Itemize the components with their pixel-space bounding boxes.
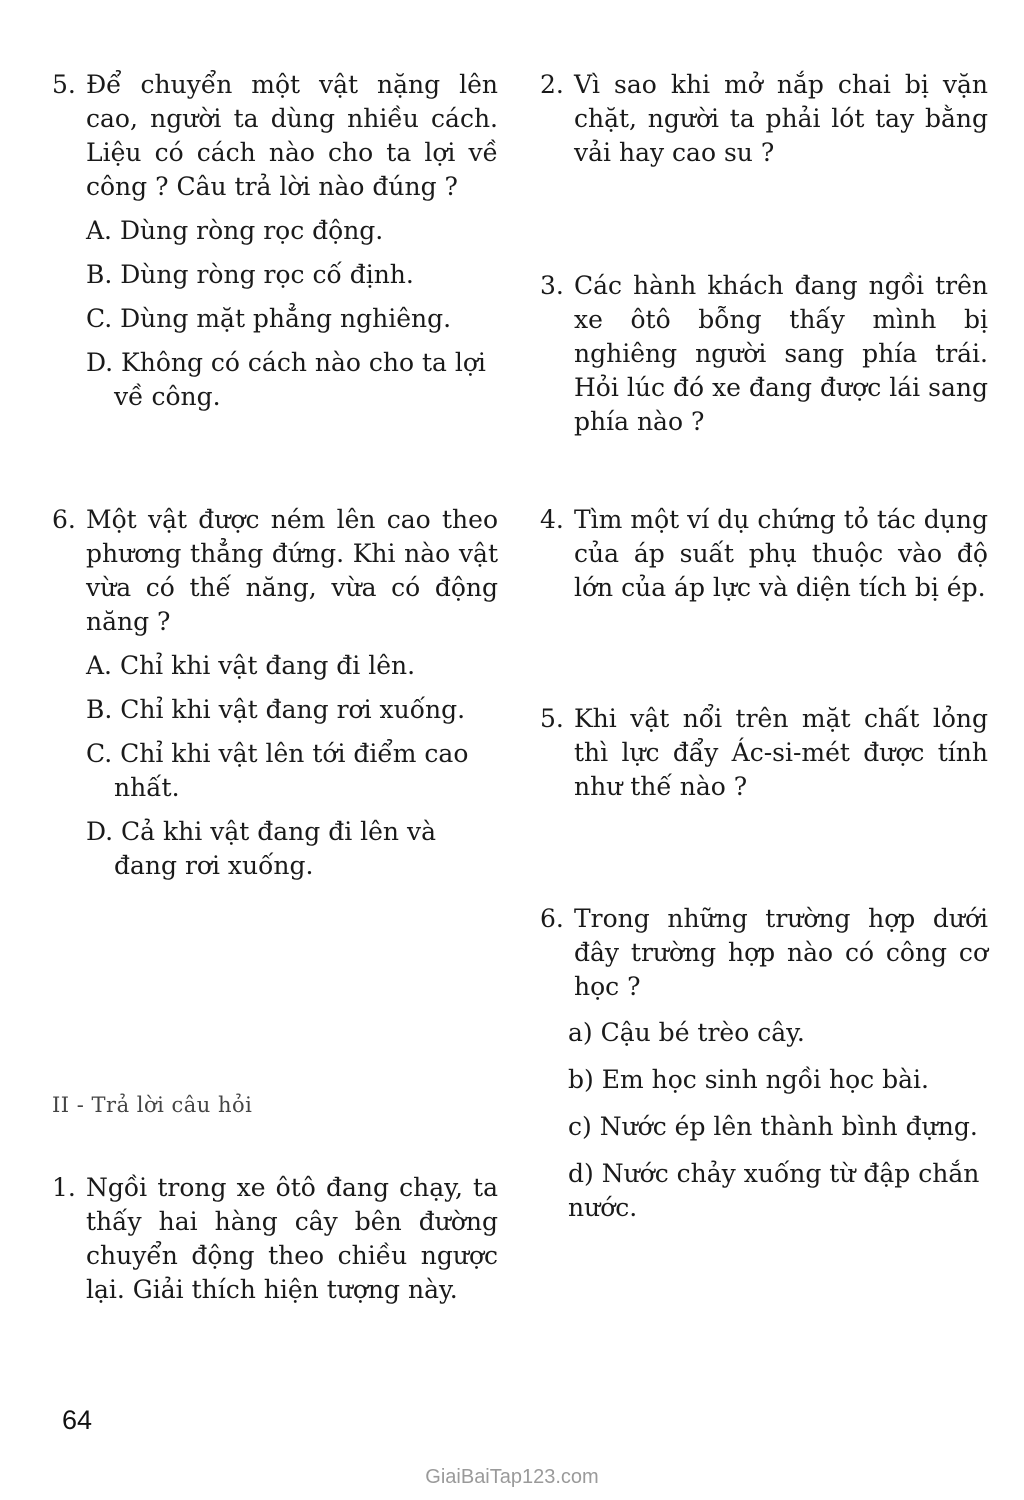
option-b: B. Dùng ròng rọc cố định. <box>86 260 414 289</box>
option-d: D. Không có cách nào cho ta lợi về công. <box>86 348 486 411</box>
short-question-6 <box>540 902 988 1238</box>
watermark: GiaiBaiTap123.com <box>425 1466 599 1488</box>
short-question-5 <box>540 702 988 804</box>
question-6-left <box>52 503 498 893</box>
question-text: Ngồi trong xe ôtô đang chạy, ta thấy hai hàng cây bên đường chuyển động theo chiều ngược lại. Giải thích hiện tượng này. <box>86 1173 498 1304</box>
question-text: Vì sao khi mở nắp chai bị vặn chặt, người ta phải lót tay bằng vải hay cao su ? <box>574 70 988 167</box>
question-number: 5. <box>540 704 564 733</box>
option-b: b) Em học sinh ngồi học bài. <box>568 1065 929 1094</box>
option-c: C. Chỉ khi vật lên tới điểm cao nhất. <box>86 739 469 802</box>
question-text: Các hành khách đang ngồi trên xe ôtô bỗng thấy mình bị nghiêng người sang phía trái. Hỏi lúc đó xe đang được lái sang phía nào ? <box>574 271 988 436</box>
question-number: 4. <box>540 505 564 534</box>
question-number: 2. <box>540 70 564 99</box>
page-number: 64 <box>62 1405 93 1435</box>
question-text: Khi vật nổi trên mặt chất lỏng thì lực đẩy Ác-si-mét được tính như thế nào ? <box>574 704 988 801</box>
option-b: B. Chỉ khi vật đang rơi xuống. <box>86 695 466 724</box>
section-title: II - Trả lời câu hỏi <box>52 1093 253 1117</box>
option-a: a) Cậu bé trèo cây. <box>568 1018 805 1047</box>
question-number: 1. <box>52 1173 76 1202</box>
question-number: 6. <box>540 904 564 933</box>
short-question-1 <box>52 1171 498 1307</box>
option-d: d) Nước chảy xuống từ đập chắn nước. <box>568 1159 980 1222</box>
answer-options <box>86 649 498 883</box>
question-5-left <box>52 68 498 424</box>
option-d: D. Cả khi vật đang đi lên và đang rơi xuống. <box>86 817 437 880</box>
option-a: A. Dùng ròng rọc động. <box>86 216 384 245</box>
answer-options <box>568 1016 988 1225</box>
question-text: Tìm một ví dụ chứng tỏ tác dụng của áp suất phụ thuộc vào độ lớn của áp lực và diện tích bị ép. <box>574 505 988 602</box>
short-question-3 <box>540 269 988 439</box>
question-number: 3. <box>540 271 564 300</box>
short-question-4 <box>540 503 988 605</box>
option-c: c) Nước ép lên thành bình đựng. <box>568 1112 978 1141</box>
question-number: 5. <box>52 70 76 99</box>
question-number: 6. <box>52 505 76 534</box>
answer-options <box>86 214 498 414</box>
question-text: Trong những trường hợp dưới đây trường hợp nào có công cơ học ? <box>574 904 988 1001</box>
option-c: C. Dùng mặt phẳng nghiêng. <box>86 304 452 333</box>
option-a: A. Chỉ khi vật đang đi lên. <box>86 651 416 680</box>
short-question-2 <box>540 68 988 170</box>
question-text: Để chuyển một vật nặng lên cao, người ta dùng nhiều cách. Liệu có cách nào cho ta lợi về công ? Câu trả lời nào đúng ? <box>86 70 498 201</box>
question-text: Một vật được ném lên cao theo phương thẳng đứng. Khi nào vật vừa có thế năng, vừa có động năng ? <box>86 505 498 636</box>
